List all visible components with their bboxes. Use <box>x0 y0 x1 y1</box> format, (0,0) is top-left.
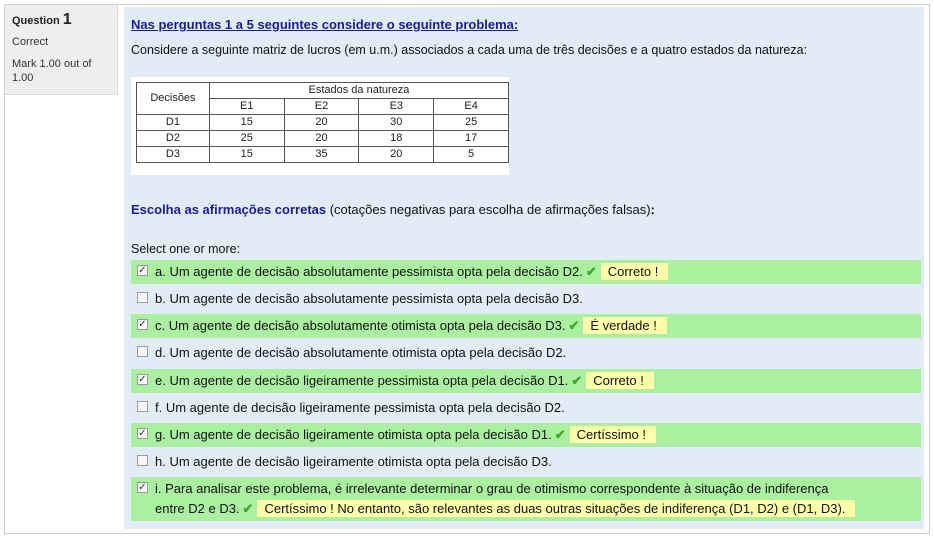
answer-label: f. Um agente de decisão ligeiramente pessimista opta pela decisão D2. <box>155 400 565 415</box>
answer-label: b. Um agente de decisão absolutamente pessimista opta pela decisão D3. <box>155 291 583 306</box>
matrix-cell: 25 <box>209 131 284 147</box>
answer-feedback: Correto ! <box>601 263 669 280</box>
question-heading: Nas perguntas 1 a 5 seguintes considere o seguinte problema: <box>131 17 519 32</box>
answer-option[interactable] <box>131 450 921 474</box>
question-info <box>5 5 118 95</box>
matrix-row-label: D1 <box>137 115 210 131</box>
matrix-cell: 30 <box>359 115 434 131</box>
matrix-cell: 5 <box>434 147 509 163</box>
check-icon: ✔ <box>242 501 254 516</box>
matrix-col-header: E1 <box>209 99 284 115</box>
answer-checkbox[interactable]: ✓ <box>138 319 147 330</box>
question-block <box>4 4 930 534</box>
answer-label: i. Para analisar este problema, é irrelevante determinar o grau de otimismo correspondente à situação de indiferença <box>155 481 829 496</box>
answer-option[interactable] <box>131 260 921 284</box>
answer-checkbox[interactable] <box>137 346 148 357</box>
answer-feedback: Correto ! <box>586 372 654 389</box>
matrix-cell: 20 <box>284 115 359 131</box>
matrix-cell: 15 <box>209 147 284 163</box>
answer-option[interactable] <box>131 287 921 311</box>
matrix-cell: 35 <box>284 147 359 163</box>
instruction: Escolha as afirmações corretas (cotações negativas para escolha de afirmações falsas): <box>131 202 655 217</box>
answer-label: g. Um agente de decisão ligeiramente otimista opta pela decisão D1. ✔ Certíssimo ! <box>155 427 656 443</box>
matrix-row-label: D2 <box>137 131 210 147</box>
answer-option[interactable] <box>131 314 921 338</box>
matrix-group-header: Estados da natureza <box>209 83 508 99</box>
check-icon: ✔ <box>571 373 583 388</box>
answer-feedback: É verdade ! <box>583 317 667 334</box>
matrix-cell: 25 <box>434 115 509 131</box>
answer-option[interactable] <box>131 423 921 447</box>
matrix-cell: 17 <box>434 131 509 147</box>
answer-feedback: Certíssimo ! <box>570 426 656 443</box>
answer-checkbox[interactable] <box>137 292 148 303</box>
answer-label: h. Um agente de decisão ligeiramente otimista opta pela decisão D3. <box>155 454 552 469</box>
answer-checkbox[interactable] <box>137 455 148 466</box>
answer-checkbox[interactable] <box>137 401 148 412</box>
payoff-matrix-image <box>131 77 509 175</box>
matrix-cell: 18 <box>359 131 434 147</box>
question-content <box>124 7 924 529</box>
answer-option[interactable] <box>131 341 921 365</box>
check-icon: ✔ <box>568 318 580 333</box>
question-intro: Considere a seguinte matriz de lucros (em u.m.) associados a cada uma de três decisões e a quatro estados da natureza: <box>131 43 808 57</box>
answer-label: d. Um agente de decisão absolutamente otimista opta pela decisão D2. <box>155 345 567 360</box>
instruction-bold: Escolha as afirmações corretas <box>131 202 327 217</box>
check-icon: ✔ <box>554 427 566 442</box>
question-grade: Mark 1.00 out of 1.00 <box>12 58 92 84</box>
answer-checkbox[interactable]: ✓ <box>138 428 147 439</box>
answer-option[interactable] <box>131 369 921 393</box>
answer-label: c. Um agente de decisão absolutamente otimista opta pela decisão D3. ✔ É verdade ! <box>155 318 667 334</box>
matrix-row <box>137 147 509 163</box>
answer-option[interactable] <box>131 396 921 420</box>
question-number: Question 1 <box>12 11 72 28</box>
answer-checkbox[interactable]: ✓ <box>138 482 147 493</box>
matrix-cell: 20 <box>359 147 434 163</box>
payoff-matrix <box>136 82 509 163</box>
matrix-col-header: E3 <box>359 99 434 115</box>
matrix-col-header: E2 <box>284 99 359 115</box>
answer-option[interactable] <box>131 477 921 521</box>
instruction-rest: (cotações negativas para escolha de afirmações falsas) <box>326 202 651 217</box>
answer-feedback: Certíssimo ! No entanto, são relevantes as duas outras situações de indiferença (D1, D2) e (D1, D3). <box>257 500 855 517</box>
answer-checkbox[interactable]: ✓ <box>138 265 147 276</box>
matrix-row-label: D3 <box>137 147 210 163</box>
answer-label-continued: entre D2 e D3. ✔ Certíssimo ! No entanto, são relevantes as duas outras situações de indiferença (D1, D2) e (D1, D3). <box>155 501 855 517</box>
matrix-cell: 15 <box>209 115 284 131</box>
matrix-corner: Decisões <box>137 83 210 115</box>
matrix-col-header: E4 <box>434 99 509 115</box>
matrix-row <box>137 115 509 131</box>
question-state: Correct <box>12 36 49 48</box>
matrix-row <box>137 131 509 147</box>
select-prompt: Select one or more: <box>131 242 241 256</box>
answer-label: e. Um agente de decisão ligeiramente pessimista opta pela decisão D1. ✔ Correto ! <box>155 373 654 389</box>
matrix-cell: 20 <box>284 131 359 147</box>
check-icon: ✔ <box>585 264 597 279</box>
answer-checkbox[interactable]: ✓ <box>138 374 147 385</box>
answer-label: a. Um agente de decisão absolutamente pessimista opta pela decisão D2. ✔ Correto ! <box>155 264 668 280</box>
